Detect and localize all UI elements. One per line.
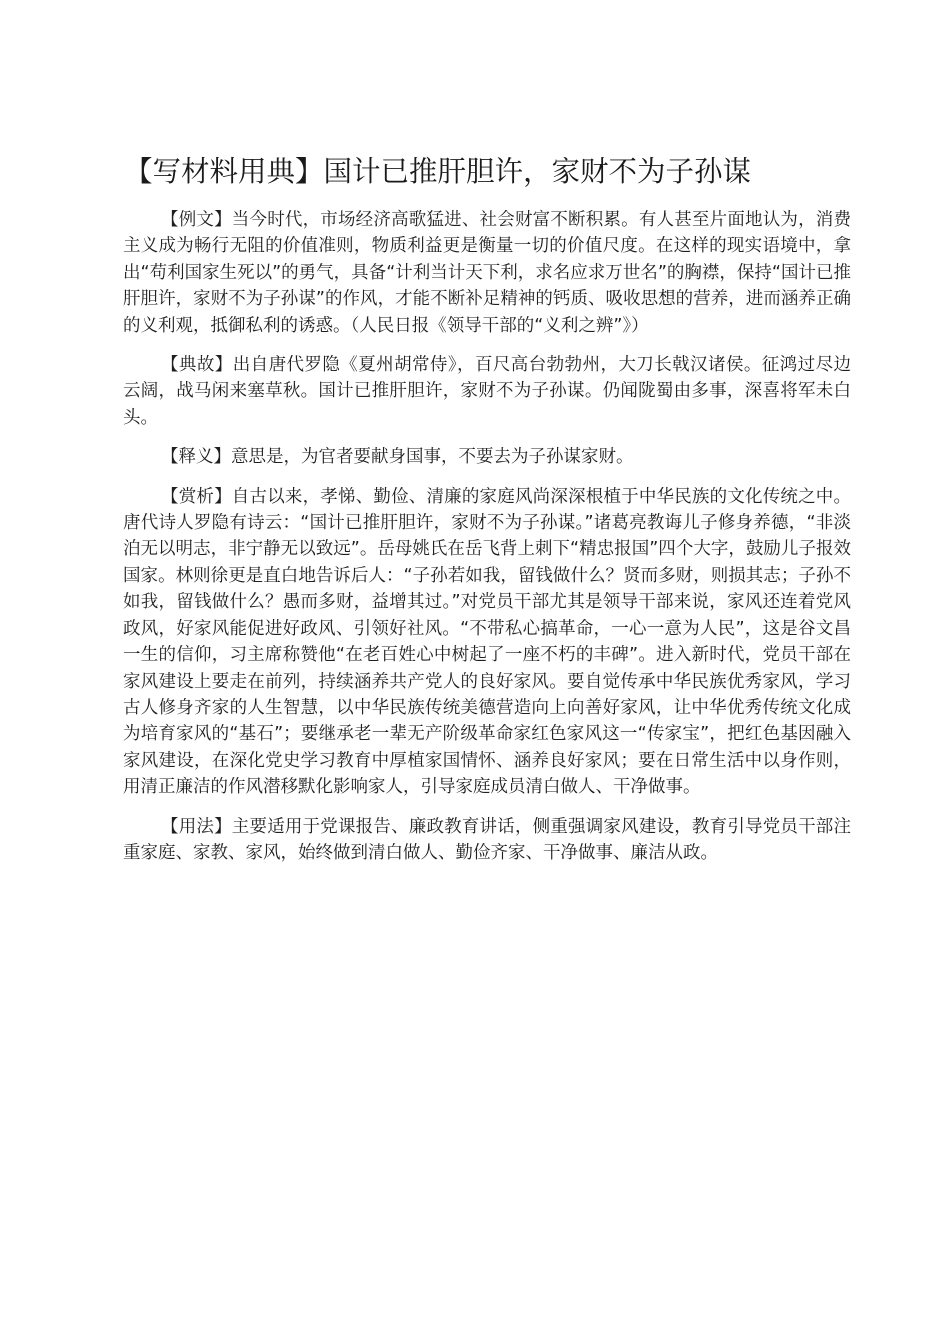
paragraph-tag: 【例文】 [161, 210, 232, 230]
paragraph-appreciation [123, 484, 851, 801]
paragraph-tag: 【用法】 [161, 816, 232, 837]
paragraph-text: 当今时代，市场经济高歌猛进、社会财富不断积累。有人甚至片面地认为，消费主义成为畅行无阻的价值准则，物质利益更是衡量一切的价值尺度。在这样的现实语境中，拿出“苟利国家生死以”的勇气，具备“计利当计天下利，求名应求万世名”的胸襟，保持“国计已推肝胆许，家财不为子孙谋”的作风，才能不断补足精神的钙质、吸收思想的营养，进而涵养正确的义利观，抵御私利的诱惑。（人民日报《领导干部的“义利之辨”》） [123, 210, 852, 336]
paragraph-tag: 【典故】 [161, 355, 233, 376]
paragraph-text: 主要适用于党课报告、廉政教育讲话，侧重强调家风建设，教育引导党员干部注重家庭、家教、家风，始终做到清白做人、勤俭齐家、干净做事、廉洁从政。 [123, 816, 852, 863]
paragraph-tag: 【释义】 [161, 447, 231, 468]
paragraph-text: 自古以来，孝悌、勤俭、清廉的家庭风尚深深根植于中华民族的文化传统之中。唐代诗人罗隐有诗云：“国计已推肝胆许，家财不为子孙谋。”诸葛亮教诲儿子修身养德，“非淡泊无以明志，非宁静无以致远”。岳母姚氏在岳飞背上刺下“精忠报国”四个大字，鼓励儿子报效国家。林则徐更是直白地告诉后人：“子孙若如我，留钱做什么？贤而多财，则损其志；子孙不如我，留钱做什么？愚而多财，益增其过。”对党员干部尤其是领导干部来说，家风还连着党风政风，好家风能促进好政风、引领好社风。“不带私心搞革命，一心一意为人民”，这是谷文昌一生的信仰，习主席称赞他“在老百姓心中树起了一座不朽的丰碑”。进入新时代，党员干部在家风建设上要走在前列，持续涵养共产党人的良好家风。要自觉传承中华民族优秀家风，学习古人修身齐家的人生智慧，以中华民族传统美德营造向上向善好家风，让中华优秀传统文化成为培育家风的“基石”；要继承老一辈无产阶级革命家红色家风这一“传家宝”，把红色基因融入家风建设，在深化党史学习教育中厚植家国情怀、涵养良好家风；要在日常生活中以身作则，用清正廉洁的作风潜移默化影响家人，引导家庭成员清白做人、干净做事。 [123, 486, 852, 798]
paragraph-meaning [123, 444, 851, 470]
paragraph-tag: 【赏析】 [161, 486, 232, 507]
paragraph-text: 意思是，为官者要献身国事，不要去为子孙谋家财。 [231, 447, 634, 468]
paragraph-text: 出自唐代罗隐《夏州胡常侍》，百尺高台勃勃州，大刀长戟汉诸侯。征鸿过尽边云阔，战马闲来塞草秋。国计已推肝胆许，家财不为子孙谋。仍闻陇蜀由多事，深喜将军未白头。 [123, 355, 852, 428]
paragraph-allusion [123, 352, 851, 431]
paragraph-usage [123, 814, 851, 867]
document-title: 【写材料用典】国计已推肝胆许，家财不为子孙谋 [124, 155, 752, 188]
paragraph-example [123, 207, 851, 339]
document-body [123, 207, 851, 879]
